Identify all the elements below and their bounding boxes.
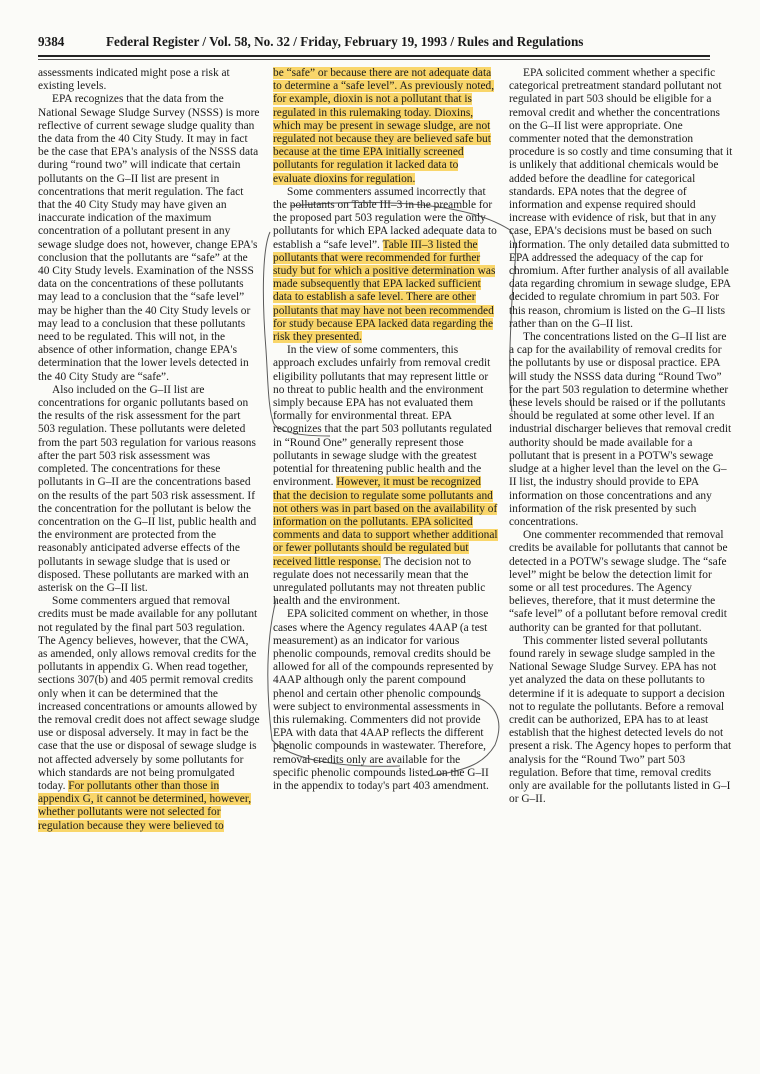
paragraph (273, 67, 498, 186)
paragraph (38, 595, 260, 833)
text-column-2 (273, 67, 498, 793)
page-header (38, 34, 710, 52)
highlighted-text: Table III–3 listed the pollutants that were recommended for further study but for which a positive determination was made subsequently that EPA lacked sufficient data to establish a safe level. There are other pollutants that may have not been recommended for study because EPA lacked data regarding the risk they presented. (273, 238, 496, 344)
paragraph: EPA solicited comment on whether, in those cases where the Agency regulates 4AAP (a test measurement) as an indicator for various phenolic compounds, removal credits should be allowed for all of the compounds represented by 4AAP although only the parent compound phenol and certain other phenolic compounds were subject to environmental assessments in this rulemaking. Commenters did not provide EPA with data that 4AAP reflects the different phenolic compounds in wastewater. Therefore, removal credits only are available for the specific phenolic compounds listed on the G–II in the appendix to today's part 403 amendment. (273, 608, 494, 792)
page-number: 9384 (38, 34, 65, 49)
paragraph (273, 186, 498, 344)
header-rule (38, 55, 710, 57)
paragraph-text: Some commenters assumed incorrectly that the pollutants on Table III–3 in the preamble for the proposed part 503 regulation were the only pollutants for which EPA lacked adequate data to establish a “safe level”. (273, 185, 497, 251)
paragraph: The concentrations listed on the G–II list are a cap for the availability of removal credits for the pollutants by use or disposal practice. EPA will study the NSSS data during “Round Two” for the part 503 regulation to determine whether these levels should be raised or if the pollutants should be regulated at some other level. If an industrial discharger believes that removal credit authority should be made available for a pollutant that is present in a POTW's sewage sludge at a higher level than the level on the G–II list, the industry should provide to EPA information on those concentrations and any information of the risk presented by such concentrations. (509, 331, 732, 528)
text-column-3 (509, 67, 733, 806)
highlighted-text: For pollutants other than those in appendix G, it cannot be determined, however, whether pollutants were not selected for regulation because they were believed to (38, 779, 252, 832)
highlighted-text: be “safe” or because there are not adequate data to determine a “safe level”. As previously noted, for example, dioxin is not a pollutant that is regulated in this rulemaking today. Dioxins, which may be present in sewage sludge, are not regulated not because they are believed safe but because at the time EPA initially screened pollutants for regulation it lacked data to evaluate dioxins for regulation. (273, 67, 495, 185)
paragraph-text: The decision not to regulate does not necessarily mean that the unregulated pollutants may not threaten public health and the environment. (273, 555, 486, 608)
paragraph: EPA solicited comment whether a specific categorical pretreatment standard pollutant not regulated in part 503 should be eligible for a removal credit and whether the concentrations on the G–II list were appropriate. One commenter noted that the demonstration procedure is so costly and time consuming that it is unlikely that additional chemicals would be added before the deadline for categorical standards. EPA notes that the degree of information and expense required should increase with evidence of risk, but that in any case, EPA's decisions must be based on such information. The only detailed data submitted to EPA addressed the adequacy of the cap for chromium. After further analysis of all available data regarding chromium in sewage sludge, EPA decided to regulate chromium in part 503. For this reason, chromium is listed on the G–II lists rather than on the G–II list. (509, 67, 733, 330)
publication-title: Federal Register / Vol. 58, No. 32 / Friday, February 19, 1993 / Rules and Regulations (106, 34, 584, 49)
paragraph: One commenter recommended that removal credits be available for pollutants that cannot be detected in a POTW's sewage sludge. The “safe level” might be below the detection limit for some or all test procedures. The Agency believes, therefore, that it must determine the “safe level” of a pollutant before removal credit authority can be granted for that pollutant. (509, 529, 728, 634)
text-column-1 (38, 67, 260, 833)
header-rule-thin (38, 59, 710, 60)
paragraph: EPA recognizes that the data from the National Sewage Sludge Survey (NSSS) is more reflective of current sewage sludge quality than the data from the 40 City Study. It may in fact be the case that EPA's analysis of the NSSS data during “round two” will indicate that certain pollutants on the G–II list are present in concentrations that merit regulation. The fact that the 40 City Study may have given an inaccurate indication of the maximum concentration of a pollutant present in any sewage sludge does not, however, change EPA's conclusion that the pollutants are “safe” at the 40 City Study levels. Examination of the NSSS data on the concentrations of these pollutants may lead to a conclusion that the “safe level” may be higher than the 40 City Study levels or may lead to a conclusion that these pollutants need to be regulated. This will not, in the absence of other information, change EPA's determination that the lower levels detected in the 40 City Study are “safe”. (38, 93, 260, 383)
paragraph-text: Some commenters argued that removal credits must be made available for any pollutant not regulated by the final part 503 regulation. The Agency believes, however, that the CWA, as amended, only allows removal credits for the pollutants in appendix G. When read together, sections 307(b) and 405 permit removal credits only when it can be determined that the increased concentrations or amounts allowed by the removal credit does not affect sewage sludge use or disposal adversely. It may in fact be the case that the use or disposal of sewage sludge is not affected adversely by some pollutants for which standards are not being promulgated today. (38, 595, 260, 792)
paragraph (273, 344, 498, 608)
paragraph: assessments indicated might pose a risk at existing levels. (38, 67, 230, 93)
paragraph: Also included on the G–II list are concentrations for organic pollutants based on the results of the risk assessment for the part 503 regulation. These pollutants were deleted from the part 503 regulation for various reasons after the part 503 risk assessment was completed. The concentrations for these pollutants in G–II are the concentrations based on the results of the part 503 risk assessment. If the concentration for the pollutant is below the concentration on the G–II list, public health and the environment are protected from the reasonably anticipated adverse effects of the pollutants in sewage sludge that is used or disposed. These pollutants are marked with an asterisk on the G–II list. (38, 383, 257, 594)
highlighted-text: However, it must be recognized that the decision to regulate some pollutants and not others was in part based on the availability of information on the pollutants. EPA solicited comments and data to support whether additional or fewer pollutants should be regulated but received little response. (273, 476, 498, 568)
paragraph-text: In the view of some commenters, this approach excludes unfairly from removal credit eligibility pollutants that may represent little or no threat to public health and the environment simply because EPA has not evaluated them formally for environmental threat. EPA recognizes that the part 503 pollutants regulated in “Round One” generally represent those pollutants in sewage sludge with the greatest potential for threatening public health and the environment. (273, 344, 492, 489)
paragraph: This commenter listed several pollutants found rarely in sewage sludge sampled in the National Sewage Sludge Survey. EPA has not yet analyzed the data on these pollutants to determine if it is adequate to support a decision not to regulate the pollutants. Before a removal credit can be authorized, EPA has to at least establish that the highest detected levels do not present a risk. The Agency hopes to perform that analysis for the “Round Two” part 503 regulation. Before that time, removal credits only are available for the pollutants listed in G–I or G–II. (509, 634, 732, 806)
